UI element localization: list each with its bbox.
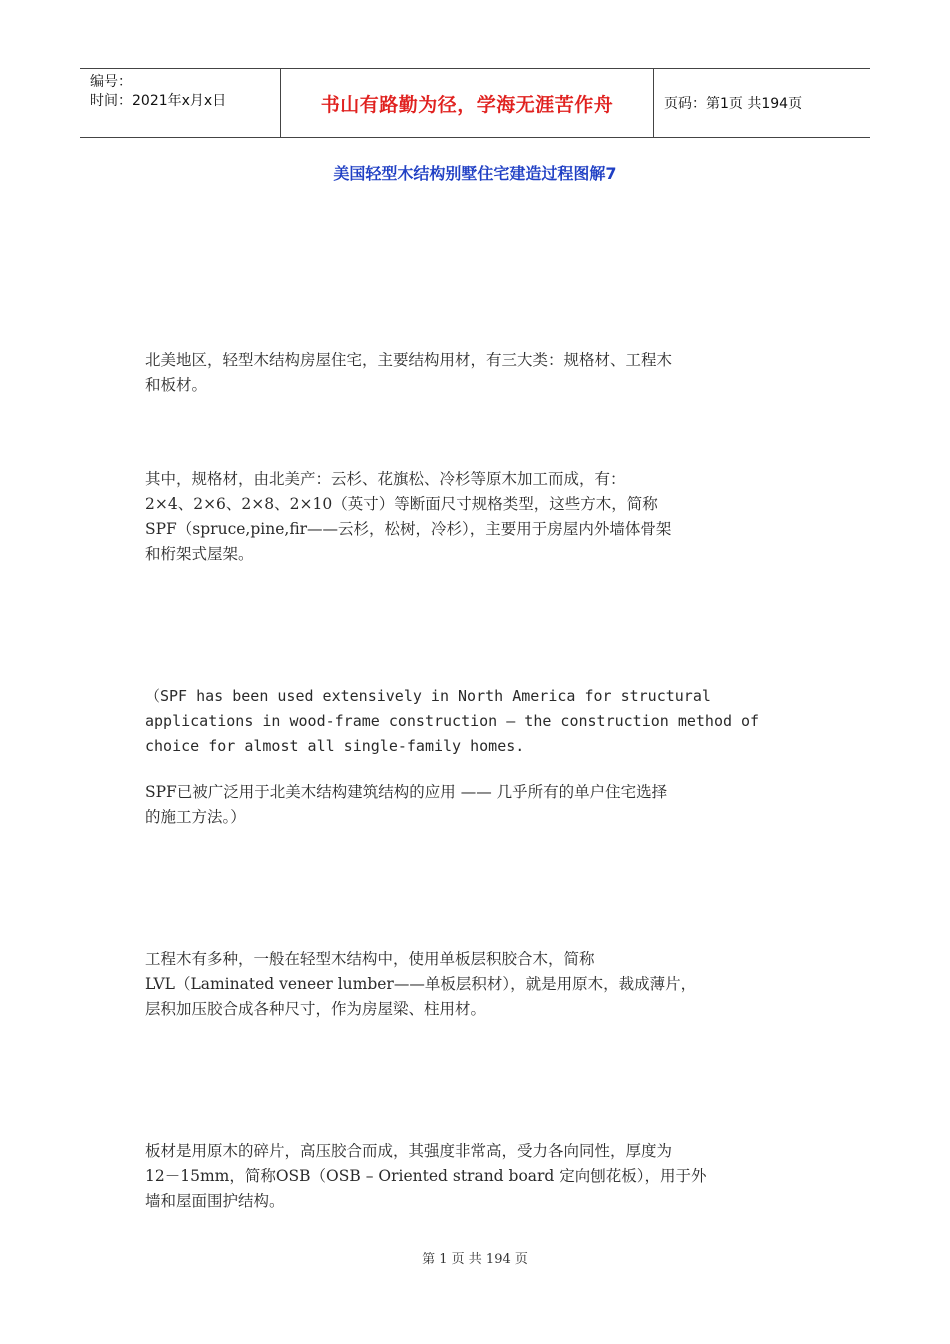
paragraph-line: 工程木有多种，一般在轻型木结构中，使用单板层积胶合木，简称 <box>145 950 595 968</box>
paragraph-line: 其中，规格材，由北美产：云杉、花旗松、冷杉等原木加工而成，有： <box>145 470 626 488</box>
document-title: 美国轻型木结构别墅住宅建造过程图解7 <box>333 164 617 183</box>
paragraph-line: choice for almost all single-family homes. <box>145 737 525 755</box>
paragraph-spf-chinese <box>145 780 805 830</box>
paragraph-line: 和板材。 <box>145 376 208 394</box>
paragraph-panels <box>145 1139 805 1214</box>
paragraph-dimension-lumber <box>145 467 805 567</box>
header-page-code: 页码：第1页 共194页 <box>664 96 803 112</box>
paragraph-spf-english <box>145 684 805 759</box>
paragraph-line: （SPF has been used extensively in North America for structural <box>145 687 711 705</box>
paragraph-line: 层积加压胶合成各种尺寸，作为房屋梁、柱用材。 <box>145 1000 487 1018</box>
paragraph-intro <box>145 348 805 398</box>
document-time-label: 时间：2021年x月x日 <box>90 93 227 109</box>
paragraph-line: SPF（spruce,pine,fir——云杉，松树，冷杉），主要用于房屋内外墙体骨架 <box>145 520 672 538</box>
document-number-label: 编号： <box>90 74 132 90</box>
page-footer: 第 1 页 共 194 页 <box>422 1252 528 1267</box>
header-motto: 书山有路勤为径，学海无涯苦作舟 <box>320 93 614 116</box>
paragraph-line: 的施工方法。） <box>145 808 246 826</box>
paragraph-line: 板材是用原木的碎片，高压胶合而成，其强度非常高，受力各向同性，厚度为 <box>145 1142 673 1160</box>
header-left-cell <box>80 69 281 137</box>
paragraph-line: applications in wood-frame construction – the construction method of <box>145 712 760 730</box>
paragraph-line: 和桁架式屋架。 <box>145 545 254 563</box>
paragraph-line: SPF已被广泛用于北美木结构建筑结构的应用 —— 几乎所有的单户住宅选择 <box>145 783 668 801</box>
paragraph-line: 墙和屋面围护结构。 <box>145 1192 285 1210</box>
header-page-cell <box>654 69 870 137</box>
paragraph-line: 2×4、2×6、2×8、2×10（英寸）等断面尺寸规格类型，这些方木，简称 <box>145 495 658 513</box>
paragraph-engineered-wood <box>145 947 805 1022</box>
header-motto-cell <box>281 69 654 137</box>
paragraph-line: 12－15mm，简称OSB（OSB – Oriented strand board 定向刨花板），用于外 <box>145 1167 707 1185</box>
paragraph-line: LVL（Laminated veneer lumber——单板层积材），就是用原木，裁成薄片， <box>145 975 697 993</box>
paragraph-line: 北美地区，轻型木结构房屋住宅，主要结构用材，有三大类：规格材、工程木 <box>145 351 673 369</box>
header-table <box>80 68 870 138</box>
